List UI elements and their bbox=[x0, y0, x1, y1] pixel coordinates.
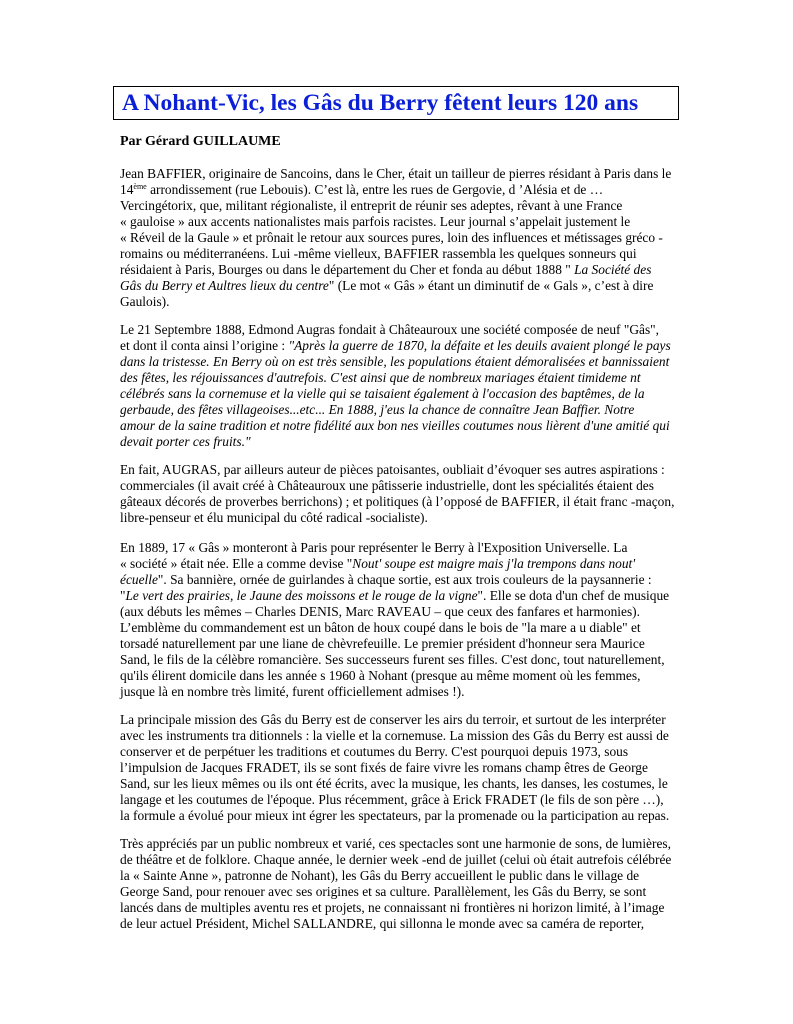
text-run: ". Elle se dota d'un chef de musique bbox=[477, 588, 670, 603]
text-run: avec les instruments tra ditionnels : la vielle et la cornemuse. La mission des Gâs du Berry est aussi de bbox=[120, 728, 669, 743]
text-line bbox=[120, 884, 671, 900]
text-run: résidaient à Paris, Bourges ou dans le département du Cher et fonda au début 1888 " bbox=[120, 262, 575, 277]
text-line bbox=[120, 668, 669, 684]
italic-text: écuelle bbox=[120, 572, 158, 587]
text-line bbox=[120, 370, 671, 386]
text-line bbox=[120, 556, 669, 572]
text-line bbox=[120, 322, 671, 338]
text-run: conserver et de perpétuer les traditions et coutumes du Berry. C'est pourquoi depuis 1973, sous bbox=[120, 744, 629, 759]
paragraph-exposition-1889 bbox=[120, 540, 669, 700]
text-run: arrondissement (rue Lebouis). C’est là, entre les rues de Gergovie, d ’Alésia et de … bbox=[146, 182, 604, 197]
byline: Par Gérard GUILLAUME bbox=[120, 134, 281, 149]
text-line bbox=[120, 246, 671, 262]
text-line bbox=[120, 712, 669, 728]
text-run: et dont il conta ainsi l’origine : bbox=[120, 338, 289, 353]
text-line bbox=[120, 792, 669, 808]
text-line bbox=[120, 588, 669, 604]
text-line bbox=[120, 166, 671, 182]
text-line bbox=[120, 900, 671, 916]
italic-text: devait porter ces fruits." bbox=[120, 434, 251, 449]
text-line bbox=[120, 636, 669, 652]
italic-text: "Après la guerre de 1870, la défaite et les deuils avaient plongé le pays bbox=[288, 338, 671, 353]
text-run: langage et les coutumes de l'époque. Plus récemment, grâce à Erick FRADET (le fils de son père …), bbox=[120, 792, 664, 807]
text-run: qu'ils élirent domicile dans les année s 1960 à Nohant (presque au même moment où les femmes, bbox=[120, 668, 641, 683]
text-run: (aux débuts les mêmes – Charles DENIS, Marc RAVEAU – que ceux des fanfares et harmonies). bbox=[120, 604, 640, 619]
text-run: « Réveil de la Gaule » et prônait le retour aux sources pures, loin des influences et métissages gréco - bbox=[120, 230, 663, 245]
text-run: Jean BAFFIER, originaire de Sancoins, dans le Cher, était un tailleur de pierres résidant à Paris dans le bbox=[120, 166, 672, 181]
italic-text: des fêtes, les réjouissances d'autrefois. C'est ainsi que de nombreux mariages étaient timideme nt bbox=[120, 370, 641, 385]
text-run: de leur actuel Président, Michel SALLANDRE, qui sillonna le monde avec sa caméra de reporter, bbox=[120, 916, 645, 931]
text-run: Le 21 Septembre 1888, Edmond Augras fondait à Châteauroux une société composée de neuf "Gâs", bbox=[120, 322, 659, 337]
text-line bbox=[120, 760, 669, 776]
italic-text: Nout' soupe est maigre mais j'la trempons dans nout' bbox=[352, 556, 636, 571]
text-line bbox=[120, 354, 671, 370]
text-line bbox=[120, 510, 674, 526]
text-run: commerciales (il avait créé à Châteauroux une pâtisserie industrielle, dont les spécialités étaient des bbox=[120, 478, 654, 493]
text-run: 14 bbox=[120, 182, 134, 197]
paragraph-augras-origin bbox=[120, 322, 671, 450]
text-run: En 1889, 17 « Gâs » monteront à Paris pour représenter le Berry à l'Exposition Universelle. La bbox=[120, 540, 628, 555]
text-line bbox=[120, 744, 669, 760]
text-line bbox=[120, 684, 669, 700]
superscript-text: ème bbox=[133, 182, 147, 191]
text-line bbox=[120, 620, 669, 636]
paragraph-spectacles bbox=[120, 836, 671, 932]
article-title: A Nohant-Vic, les Gâs du Berry fêtent leurs 120 ans bbox=[122, 90, 639, 116]
text-run: Sand, sur les lieux mêmes ou ils ont été écrits, avec la musique, les chants, les danses, les costumes, le bbox=[120, 776, 668, 791]
text-run: En fait, AUGRAS, par ailleurs auteur de pièces patoisantes, oubliait d’évoquer ses autres aspirations : bbox=[120, 462, 665, 477]
italic-text: dans la tristesse. En Berry où on est très sensible, les populations étaient démoralisées et bannissaient bbox=[120, 354, 670, 369]
text-line bbox=[120, 868, 671, 884]
text-run: la « Sainte Anne », patronne de Nohant), les Gâs du Berry accueillent le public dans le village de bbox=[120, 868, 640, 883]
text-line bbox=[120, 262, 671, 278]
text-run: la formule a évolué pour mieux int égrer les spectateurs, par la promenade ou la participation au repas. bbox=[120, 808, 670, 823]
text-line bbox=[120, 572, 669, 588]
paragraph-augras-aspirations bbox=[120, 462, 674, 526]
text-run: Gaulois). bbox=[120, 294, 170, 309]
text-line bbox=[120, 462, 674, 478]
title-box bbox=[113, 86, 679, 120]
text-line bbox=[120, 494, 674, 510]
text-run: ". Sa bannière, ornée de guirlandes à chaque sortie, est aux trois couleurs de la paysannerie : bbox=[157, 572, 652, 587]
text-line bbox=[120, 294, 671, 310]
text-line bbox=[120, 776, 669, 792]
text-line bbox=[120, 198, 671, 214]
text-run: de théâtre et de folklore. Chaque année, le dernier week -end de juillet (celui où était autrefois célébrée bbox=[120, 852, 672, 867]
text-run: l’impulsion de Jacques FRADET, ils se sont fixés de faire vivre les romans champ êtres de George bbox=[120, 760, 648, 775]
text-run: Très appréciés par un public nombreux et varié, ces spectacles sont une harmonie de sons, de lumières, bbox=[120, 836, 671, 851]
text-line bbox=[120, 728, 669, 744]
text-run: torsadé naturellement par une liane de chèvrefeuille. Le premier président d'honneur sera Maurice bbox=[120, 636, 645, 651]
text-line bbox=[120, 230, 671, 246]
text-run: lancés dans de multiples aventu res et projets, ne connaissant ni frontières ni horizon limité, à l’image bbox=[120, 900, 665, 915]
text-line bbox=[120, 182, 671, 198]
text-line bbox=[120, 916, 671, 932]
text-line bbox=[120, 652, 669, 668]
text-run: libre-penseur et élu municipal du côté radical -socialiste). bbox=[120, 510, 428, 525]
text-line bbox=[120, 278, 671, 294]
italic-text: Gâs du Berry et Aultres lieux du centre bbox=[120, 278, 329, 293]
text-line bbox=[120, 478, 674, 494]
text-run: « gauloise » aux accents nationalistes mais parfois racistes. Leur journal s’appelait justement le bbox=[120, 214, 631, 229]
text-run: romains ou méditerranéens. Lui -même vielleux, BAFFIER rassembla les quelques sonneurs qui bbox=[120, 246, 637, 261]
paragraph-baffier bbox=[120, 166, 671, 310]
text-line bbox=[120, 338, 671, 354]
italic-text: gerbaude, des fêtes villageoises...etc... En 1888, j'eus la chance de connaître Jean Baffier. Notre bbox=[120, 402, 635, 417]
paragraph-mission bbox=[120, 712, 669, 824]
text-run: George Sand, pour renouer avec ses origines et sa culture. Parallèlement, les Gâs du Berry, se sont bbox=[120, 884, 647, 899]
text-line bbox=[120, 386, 671, 402]
text-line bbox=[120, 214, 671, 230]
text-line bbox=[120, 836, 671, 852]
text-run: " bbox=[120, 588, 126, 603]
text-line bbox=[120, 434, 671, 450]
text-run: " (Le mot « Gâs » étant un diminutif de « Gals », c’est à dire bbox=[328, 278, 654, 293]
text-line bbox=[120, 418, 671, 434]
text-run: La principale mission des Gâs du Berry est de conserver les airs du terroir, et surtout de les interpréter bbox=[120, 712, 666, 727]
text-run: Vercingétorix, que, militant régionaliste, il entreprit de réunir ses adeptes, rêvant à une France bbox=[120, 198, 623, 213]
text-run: « société » était née. Elle a comme devise " bbox=[120, 556, 353, 571]
italic-text: amour de la saine tradition et notre fidélité aux bon nes vieilles coutumes nous lièrent d'une amitié qui bbox=[120, 418, 670, 433]
text-run: gâteaux décorés de proverbes berrichons) ; et politiques (à l’opposé de BAFFIER, il était franc -maçon, bbox=[120, 494, 675, 509]
text-line bbox=[120, 402, 671, 418]
text-line bbox=[120, 540, 669, 556]
italic-text: La Société des bbox=[574, 262, 652, 277]
text-run: jusque là en nombre très limité, furent officiellement admises !). bbox=[120, 684, 465, 699]
text-run: L’emblème du commandement est un bâton de houx coupé dans le bois de "la mare a u diable" et bbox=[120, 620, 641, 635]
text-line bbox=[120, 808, 669, 824]
text-run: Sand, le fils de la célèbre romancière. Ses successeurs furent ses filles. C'est donc, tout naturellement, bbox=[120, 652, 665, 667]
italic-text: célébrés sans la cornemuse et la vielle qui se taisaient également à l'occasion des baptêmes, de la bbox=[120, 386, 645, 401]
text-line bbox=[120, 604, 669, 620]
italic-text: Le vert des prairies, le Jaune des moissons et le rouge de la vigne bbox=[125, 588, 478, 603]
text-line bbox=[120, 852, 671, 868]
